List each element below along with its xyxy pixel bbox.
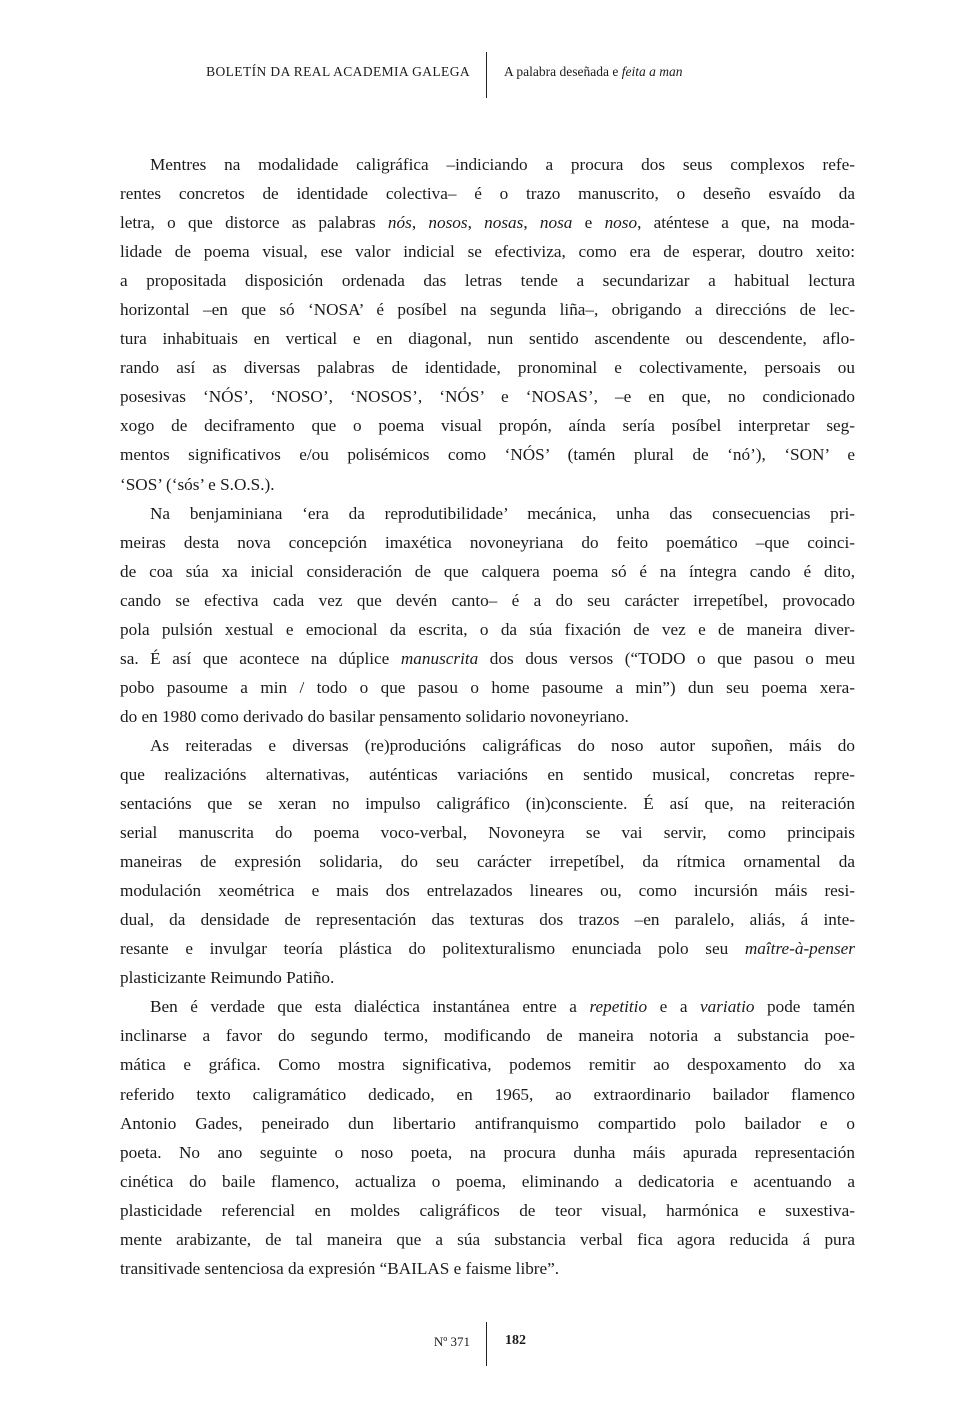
paragraph: [120, 150, 855, 499]
text-segment: poeta. No ano seguinte o noso poeta, na procura dunha máis apurada representación: [120, 1142, 855, 1162]
italic-term: nosos: [428, 213, 468, 233]
text-segment: letra, o que distorce as palabras: [120, 213, 388, 233]
text-line: [120, 440, 855, 469]
text-segment: plasticidade referencial en moldes caligráficos de teor visual, harmónica e suxestiva-: [120, 1200, 855, 1220]
text-segment: do en 1980 como derivado do basilar pensamento solidario novoneyriano.: [120, 706, 629, 726]
italic-term: nosas: [484, 213, 524, 233]
text-line: [120, 208, 855, 237]
text-segment: ‘SOS’ (‘sós’ e S.O.S.).: [120, 474, 275, 494]
text-segment: pola pulsión xestual e emocional da escrita, o da súa fixación de vez e de maneira diver-: [120, 619, 855, 639]
text-line: [120, 1138, 855, 1167]
text-line: [120, 818, 855, 847]
text-line: [120, 470, 855, 499]
text-line: [120, 557, 855, 586]
text-line: [120, 731, 855, 760]
text-segment: meiras desta nova concepción imaxética novoneyriana do feito poemático –que coinci-: [120, 532, 855, 552]
text-segment: lidade de poema visual, ese valor indicial se efectiviza, como era de esperar, doutro xeito:: [120, 242, 855, 262]
running-header: [0, 52, 975, 98]
text-line: [120, 586, 855, 615]
text-segment: mática e gráfica. Como mostra significativa, podemos remitir ao despoxamento do xa: [120, 1055, 855, 1075]
text-line: [120, 499, 855, 528]
text-segment: sa. É así que acontece na dúplice: [120, 648, 401, 668]
body-text: [120, 150, 855, 1283]
text-line: [120, 179, 855, 208]
text-segment: ,: [523, 213, 540, 233]
text-line: [120, 992, 855, 1021]
text-line: [120, 1021, 855, 1050]
page-footer: [0, 1322, 975, 1366]
section-title: [504, 64, 682, 80]
text-segment: Ben é verdade que esta dialéctica instantánea entre a: [150, 997, 590, 1017]
text-segment: mente arabizante, de tal maneira que a súa substancia verbal fica agora reducida á pura: [120, 1229, 855, 1249]
text-segment: rentes concretos de identidade colectiva– é o trazo manuscrito, o deseño esvaído da: [120, 184, 855, 204]
text-segment: e a: [647, 997, 701, 1017]
italic-term: nós: [387, 213, 412, 233]
header-divider: [486, 52, 487, 98]
section-title-italic: feita a man: [621, 64, 683, 79]
text-line: [120, 963, 855, 992]
text-line: [120, 1109, 855, 1138]
text-segment: serial manuscrita do poema voco-verbal, Novoneyra se vai servir, como principais: [120, 823, 855, 843]
section-title-roman: A palabra deseñada e: [504, 64, 622, 79]
text-segment: mentos significativos e/ou polisémicos como ‘NÓS’ (tamén plural de ‘nó’), ‘SON’ e: [120, 445, 855, 465]
text-line: [120, 1167, 855, 1196]
text-segment: Na benjaminiana ‘era da reprodutibilidade’ mecánica, unha das consecuencias pri-: [150, 503, 855, 523]
text-line: [120, 324, 855, 353]
italic-term: nosa: [539, 213, 573, 233]
text-line: [120, 150, 855, 179]
text-segment: dos dous versos (“TODO o que pasou o meu: [478, 648, 855, 668]
page-number: 182: [505, 1333, 526, 1348]
text-line: [120, 1196, 855, 1225]
text-line: [120, 266, 855, 295]
text-segment: ,: [411, 213, 429, 233]
text-segment: resante e invulgar teoría plástica do politexturalismo enunciada polo seu: [120, 939, 745, 959]
text-segment: maneiras de expresión solidaria, do seu carácter irrepetíbel, da rítmica ornamental da: [120, 852, 855, 872]
text-segment: cinética do baile flamenco, actualiza o poema, eliminando a dedicatoria e acentuando a: [120, 1171, 855, 1191]
text-line: [120, 789, 855, 818]
text-segment: que realizacións alternativas, auténticas variacións en sentido musical, concretas repre-: [120, 764, 855, 784]
text-segment: ,: [467, 213, 485, 233]
footer-divider: [486, 1322, 487, 1366]
text-line: [120, 847, 855, 876]
text-segment: pobo pasoume a min / todo o que pasou o home pasoume a min”) dun seu poema xera-: [120, 677, 855, 697]
text-line: [120, 382, 855, 411]
text-segment: cando se efectiva cada vez que devén canto– é a do seu carácter irrepetíbel, provocado: [120, 590, 855, 610]
text-segment: posesivas ‘NÓS’, ‘NOSO’, ‘NOSOS’, ‘NÓS’ e ‘NOSAS’, –e en que, no condicionado: [120, 387, 855, 407]
text-segment: xogo de deciframento que o poema visual propón, aínda sería posíbel interpretar seg-: [120, 416, 855, 436]
italic-term: manuscrita: [400, 648, 479, 668]
text-line: [120, 673, 855, 702]
text-line: [120, 528, 855, 557]
text-line: [120, 1050, 855, 1079]
italic-term: noso: [604, 213, 638, 233]
text-segment: transitivade sentenciosa da expresión “BAILAS e faisme libre”.: [120, 1258, 560, 1278]
italic-term: variatio: [700, 997, 755, 1017]
text-line: [120, 295, 855, 324]
text-segment: tura inhabituais en vertical e en diagonal, nun sentido ascendente ou descendente, aflo-: [120, 329, 855, 349]
text-line: [120, 615, 855, 644]
text-line: [120, 411, 855, 440]
journal-title: BOLETÍN DA REAL ACADEMIA GALEGA: [206, 64, 470, 79]
text-segment: de coa súa xa inicial consideración de que calquera poema só é na íntegra cando é dito,: [120, 561, 855, 581]
issue-number: Nº 371: [433, 1334, 470, 1349]
paragraph: [120, 731, 855, 992]
paragraph: [120, 992, 855, 1282]
text-segment: e: [572, 213, 605, 233]
paragraph: [120, 499, 855, 731]
text-segment: Antonio Gades, peneirado dun libertario antifranquismo compartido polo bailador e o: [120, 1113, 855, 1133]
text-segment: As reiteradas e diversas (re)producións caligráficas do noso autor supoñen, máis do: [150, 735, 855, 755]
text-segment: modulación xeométrica e mais dos entrelazados lineares ou, como incursión máis resi-: [120, 881, 855, 901]
text-segment: sentacións que se xeran no impulso caligráfico (in)consciente. É así que, na reiteración: [120, 794, 855, 814]
text-line: [120, 702, 855, 731]
italic-term: maître-à-penser: [744, 939, 855, 959]
italic-term: repetitio: [589, 997, 648, 1017]
text-line: [120, 353, 855, 382]
text-line: [120, 1254, 855, 1283]
text-line: [120, 644, 855, 673]
text-segment: referido texto caligramático dedicado, en 1965, ao extraordinario bailador flamenco: [120, 1084, 855, 1104]
text-segment: inclinarse a favor do segundo termo, modificando de maneira notoria a substancia poe-: [120, 1026, 855, 1046]
text-segment: rando así as diversas palabras de identidade, pronominal e colectivamente, persoais ou: [120, 358, 855, 378]
text-line: [120, 237, 855, 266]
text-segment: Mentres na modalidade caligráfica –indiciando a procura dos seus complexos refe-: [150, 155, 855, 174]
text-segment: horizontal –en que só ‘NOSA’ é posíbel na segunda liña–, obrigando a direccións de lec-: [120, 300, 855, 320]
text-line: [120, 1080, 855, 1109]
text-line: [120, 1225, 855, 1254]
text-line: [120, 876, 855, 905]
text-segment: plasticizante Reimundo Patiño.: [120, 968, 335, 988]
text-segment: , aténtese a que, na moda-: [637, 213, 855, 233]
text-segment: a propositada disposición ordenada das letras tende a secundarizar a habitual lectura: [120, 271, 855, 291]
text-line: [120, 760, 855, 789]
text-segment: pode tamén: [754, 997, 855, 1017]
text-line: [120, 905, 855, 934]
text-line: [120, 934, 855, 963]
text-segment: dual, da densidade de representación das texturas dos trazos –en paralelo, aliás, á inte-: [120, 910, 855, 930]
